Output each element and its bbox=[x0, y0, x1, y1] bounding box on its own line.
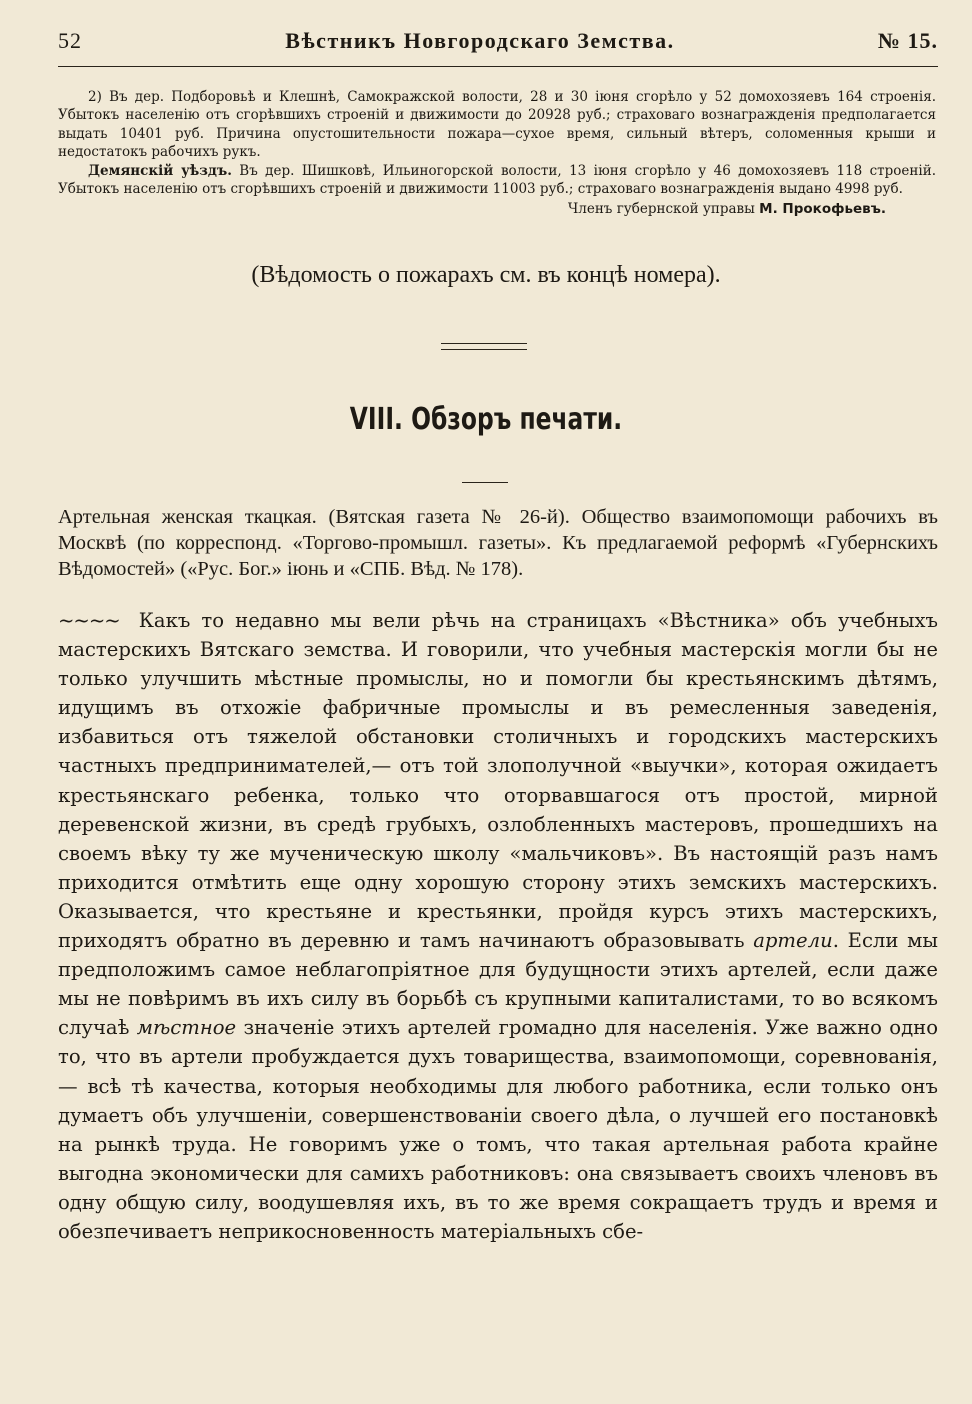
running-head bbox=[58, 28, 938, 67]
section-summary: Артельная женская ткацкая. (Вятская газета № 26-й). Общество взаимопомощи рабочихъ въ Москвѣ (по корреспонд. «Торгово-промышл. газеты». Къ предлагаемой реформѣ «Губернскихъ Вѣдомостей» («Рус. Бог.» іюнь и «СПБ. Вѣд. № 178). bbox=[58, 506, 938, 580]
page-number: 52 bbox=[58, 28, 82, 53]
article-paragraph bbox=[58, 606, 938, 1246]
report-paragraph-1: 2) Въ дер. Подборовьѣ и Клешнѣ, Самокражской волости, 28 и 30 іюня сгорѣло у 52 домохозяевъ 164 строенія. Убытокъ населенію отъ сгорѣвшихъ строеній и движимости до 20928 руб.; страховаго вознагражденія предполагается выдать 10401 руб. Причина опустошительности пожара—сухое время, сильный вѣтеръ, соломенныя крыши и недостатокъ рабочихъ рукъ. bbox=[58, 89, 936, 161]
report-paragraph-2 bbox=[58, 162, 936, 199]
double-divider bbox=[441, 343, 527, 350]
article-emphasis-2: мѣстное bbox=[136, 1016, 237, 1040]
signature-role: Членъ губернской управы bbox=[567, 201, 760, 218]
section-heading: VIII. Обзоръ печати. bbox=[349, 402, 623, 437]
article-text-2: . Если мы предположимъ самое неблагопріятное для будущности этихъ артелей, если даже мы не повѣримъ въ ихъ силу въ борьбѣ съ крупными капиталистами, то во всякомъ случаѣ bbox=[58, 929, 938, 1040]
lead-ornament: ~~~~ bbox=[58, 609, 120, 632]
signature bbox=[58, 200, 936, 218]
article-body bbox=[58, 606, 938, 1246]
article-text-3: значеніе этихъ артелей громадно для населенія. Уже важно одно то, что въ артели пробуждается духъ товарищества, взаимопомощи, соревнованія,— всѣ тѣ качества, которыя необходимы для любого работника, если только онъ думаетъ объ улучшеніи, совершенствованіи своего дѣла, о лучшей его постановкѣ на рынкѣ труда. Не говоримъ уже о томъ, что такая артельная работа крайне выгодна экономически для самихъ работниковъ: она связываетъ своихъ членовъ въ одну общую силу, воодушевляя ихъ, въ то же время сокращаетъ трудъ и время и обезпечиваетъ неприкосновенность матеріальныхъ сбе- bbox=[58, 1016, 938, 1243]
issue-number: № 15. bbox=[877, 28, 938, 53]
journal-title: Вѣстникъ Новгородскаго Земства. bbox=[285, 28, 675, 53]
fire-register-note: (Вѣдомость о пожарахъ см. въ концѣ номера). bbox=[251, 262, 721, 288]
district-name: Демянскій уѣздъ. bbox=[88, 162, 232, 179]
article-text-1: Какъ то недавно мы вели рѣчь на страницахъ «Вѣстника» объ учебныхъ мастерскихъ Вятскаго земства. И говорили, что учебныя мастерскія могли бы не только улучшить мѣстные промыслы, но и помогли бы крестьянскимъ дѣтямъ, идущимъ въ отхожіе фабричные промыслы и въ ремесленныя заведенія, избавиться отъ тяжелой обстановки столичныхъ и городскихъ мастерскихъ частныхъ предпринимателей,— отъ той злополучной «выучки», которая ожидаетъ крестьянскаго ребенка, только что оторвавшагося отъ простой, мирной деревенской жизни, въ средѣ грубыхъ, озлобленныхъ мастеровъ, прошедшихъ на своемъ вѣку ту же мученическую школу «мальчиковъ». Въ настоящій разъ намъ приходится отмѣтить еще одну хорошую сторону этихъ земскихъ мастерскихъ. Оказывается, что крестьяне и крестьянки, пройдя курсъ этихъ мастерскихъ, приходятъ обратно въ деревню и тамъ начинаютъ образовывать bbox=[58, 609, 938, 953]
short-divider bbox=[462, 482, 508, 483]
fire-report bbox=[58, 88, 936, 219]
article-emphasis-1: артели bbox=[753, 929, 833, 953]
signature-name: М. Прокофьевъ. bbox=[759, 201, 886, 218]
report-paragraph-2-text: Въ дер. Шишковѣ, Ильиногорской волости, 13 іюня сгорѣло у 46 домохозяевъ 118 строеній. Убытокъ населенію отъ сгорѣвшихъ строеній и движимости 11003 руб.; страховаго вознагражденія выдано 4998 руб. bbox=[58, 162, 936, 198]
